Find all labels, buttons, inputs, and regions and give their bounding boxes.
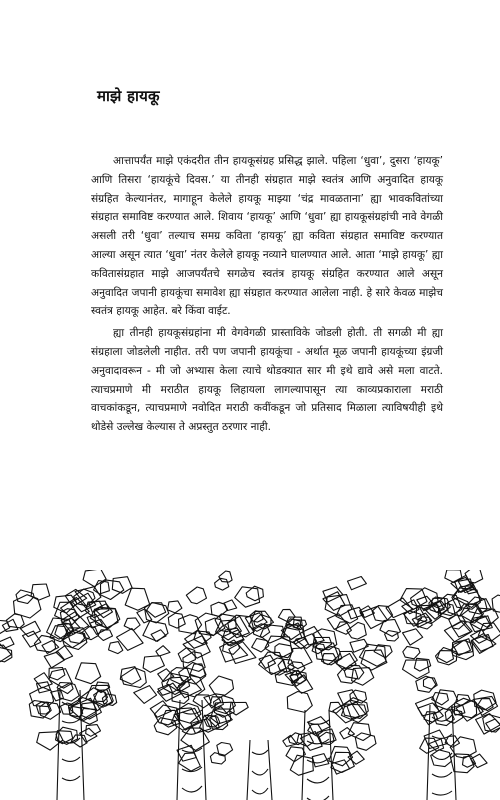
paragraph-1: आत्तापर्यंत माझे एकंदरीत तीन हायकूसंग्रह प्रसिद्ध झाले. पहिला ‘धुवा’, दुसरा ‘हायकू’ आणि तिसरा ‘हायकूंचे दिवस.’ या तीनही संग्रहात माझे स्वतंत्र आणि अनुवादित हायकू संग्रहित केल्यानंतर, मागाहून केलेले हायकू माझ्या ‘चंद्र मावळताना’ ह्या भावकवितांच्या संग्रहात समाविष्ट करण्यात आले. शिवाय ‘हायकू’ आणि ‘धुवा’ ह्या हायकूसंग्रहांची नावे वेगळी असली तरी ‘धुवा’ तल्याच समग्र कविता ‘हायकू’ ह्या कविता संग्रहात समाविष्ट करण्यात आल्या असून त्यात ‘धुवा’ नंतर केलेले हायकू नव्याने घालण्यात आले. आता ‘माझे हायकू’ ह्या कवितासंग्रहात माझे आजपर्यंतचे सगळेच स्वतंत्र हायकू संग्रहित करण्यात आले असून अनुवादित जपानी हायकूंचा समावेश ह्या संग्रहात करण्यात आलेला नाही. हे सारे केवळ माझेच स्वतंत्र हायकू आहेत. बरे किंवा वाईट. xyxy=(91,155,443,318)
body-text xyxy=(91,152,443,437)
tree-line-drawing-icon xyxy=(0,570,500,800)
page-title: माझे हायकू xyxy=(97,87,160,105)
paragraph-2: ह्या तीनही हायकूसंग्रहांना मी वेगवेगळी प्रास्ताविके जोडली होती. ती सगळी मी ह्या संग्रहाला जोडलेली नाहीत. तरी पण जपानी हायकूंचा - अर्थात मूळ जपानी हायकूंच्या इंग्रजी अनुवादावरून - मी जो अभ्यास केला त्याचे थोडक्यात सार मी इथे द्यावे असे मला वाटते. त्याचप्रमाणे मी मराठीत हायकू लिहायला लागल्यापासून त्या काव्यप्रकाराला मराठी वाचकांकडून, त्याचप्रमाणे नवोदित मराठी कवींकडून जो प्रतिसाद मिळाला त्याविषयीही इथे थोडेसे उल्लेख केल्यास ते अप्रस्तुत ठरणार नाही. xyxy=(91,327,443,434)
